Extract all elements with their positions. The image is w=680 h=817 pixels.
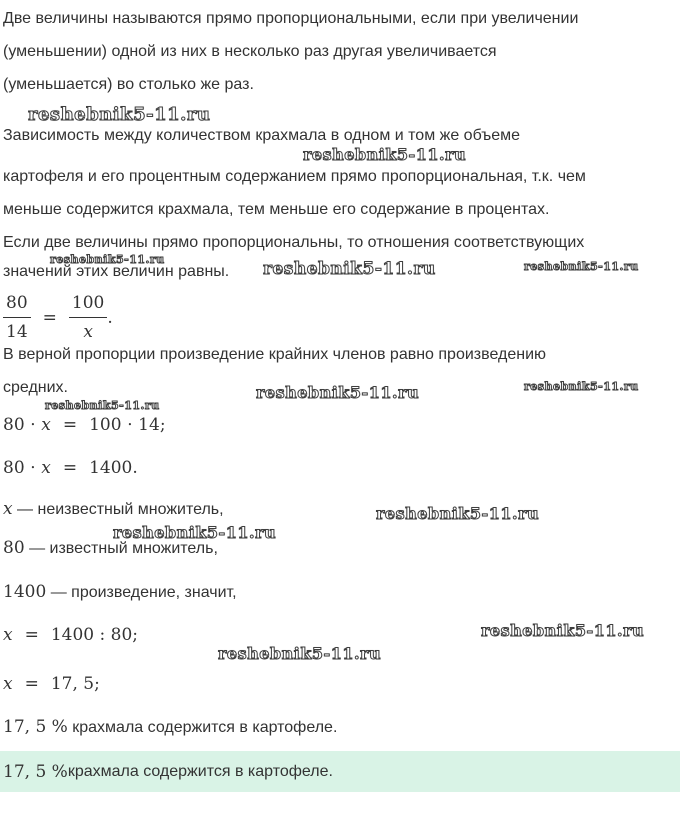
product-text: — произведение, значит, bbox=[46, 584, 237, 601]
eq1-lhs: 80 ⋅ bbox=[3, 415, 42, 435]
site-watermark: reshebnik5-11.ru bbox=[481, 621, 645, 640]
eq4-variable: x bbox=[3, 674, 13, 694]
eq2-lhs: 80 ⋅ bbox=[3, 458, 42, 478]
property-line-2: средних. bbox=[3, 379, 68, 396]
fraction-right-numerator: 100 bbox=[69, 292, 107, 318]
equation-1 bbox=[3, 414, 166, 436]
eq1-equals: = bbox=[62, 415, 78, 435]
property-line-1: В верной пропорции произведение крайних членов равно произведению bbox=[3, 346, 546, 363]
site-watermark: reshebnik5-11.ru bbox=[524, 260, 639, 273]
site-watermark: reshebnik5-11.ru bbox=[50, 253, 165, 266]
answer-highlight-text: крахмала содержится в картофеле. bbox=[67, 762, 333, 780]
answer-line bbox=[3, 716, 337, 739]
answer-highlight-number: 17, 5 % bbox=[3, 761, 68, 782]
site-watermark: reshebnik5-11.ru bbox=[113, 523, 277, 542]
site-watermark: reshebnik5-11.ru bbox=[376, 504, 540, 523]
dependence-line-3: меньше содержится крахмала, тем меньше его содержание в процентах. bbox=[3, 201, 550, 218]
answer-highlight bbox=[0, 751, 680, 792]
equation-3 bbox=[3, 624, 138, 646]
site-watermark: reshebnik5-11.ru bbox=[218, 644, 382, 663]
fraction-left-numerator: 80 bbox=[3, 292, 31, 318]
site-watermark: reshebnik5-11.ru bbox=[524, 380, 639, 393]
site-watermark: reshebnik5-11.ru bbox=[303, 145, 467, 164]
unknown-factor-line bbox=[3, 498, 224, 521]
definition-line-2: (уменьшении) одной из них в несколько раз другая увеличивается bbox=[3, 43, 497, 60]
fraction-right-denominator: x bbox=[83, 322, 93, 342]
site-watermark: reshebnik5-11.ru bbox=[256, 383, 420, 402]
eq3-rhs: 1400 : 80; bbox=[50, 625, 139, 645]
product-line bbox=[3, 581, 237, 604]
answer-text: крахмала содержится в картофеле. bbox=[67, 719, 338, 736]
eq2-variable: x bbox=[41, 458, 51, 478]
eq2-rhs: 1400. bbox=[89, 458, 138, 478]
eq4-equals: = bbox=[24, 674, 39, 694]
eq1-rhs: 100 ⋅ 14; bbox=[89, 415, 166, 435]
eq2-equals: = bbox=[62, 458, 78, 478]
eq4-rhs: 17, 5; bbox=[50, 674, 100, 694]
rule-line-2: значений этих величин равны. bbox=[3, 263, 230, 280]
eq3-equals: = bbox=[24, 625, 39, 645]
proportion-equation bbox=[3, 292, 113, 343]
product-number: 1400 bbox=[3, 582, 47, 602]
site-watermark: reshebnik5-11.ru bbox=[45, 399, 160, 412]
fraction-right bbox=[69, 292, 107, 343]
definition-line-1: Две величины называются прямо пропорциональными, если при увеличении bbox=[3, 10, 579, 27]
equals-sign: = bbox=[42, 307, 57, 328]
unknown-factor-var: x bbox=[3, 499, 13, 519]
proportion-period: . bbox=[107, 307, 113, 328]
site-watermark: reshebnik5-11.ru bbox=[28, 104, 211, 125]
dependence-line-1: Зависимость между количеством крахмала в одном и том же объеме bbox=[3, 127, 521, 144]
unknown-factor-text: — неизвестный множитель, bbox=[12, 501, 224, 518]
fraction-left bbox=[3, 292, 31, 343]
dependence-line-2: картофеля и его процентным содержанием прямо пропорциональная, т.к. чем bbox=[3, 168, 586, 185]
eq1-variable: x bbox=[41, 415, 51, 435]
site-watermark: reshebnik5-11.ru bbox=[263, 259, 436, 279]
fraction-left-denominator: 14 bbox=[6, 322, 28, 342]
eq3-variable: x bbox=[3, 625, 13, 645]
definition-line-3: (уменьшается) во столько же раз. bbox=[3, 76, 254, 93]
answer-number: 17, 5 % bbox=[3, 717, 68, 737]
known-factor-number: 80 bbox=[3, 538, 25, 558]
known-factor-text: — известный множитель, bbox=[24, 540, 218, 557]
rule-line-1: Если две величины прямо пропорциональны, то отношения соответствующих bbox=[3, 234, 585, 251]
equation-2 bbox=[3, 457, 138, 479]
equation-4 bbox=[3, 673, 100, 695]
